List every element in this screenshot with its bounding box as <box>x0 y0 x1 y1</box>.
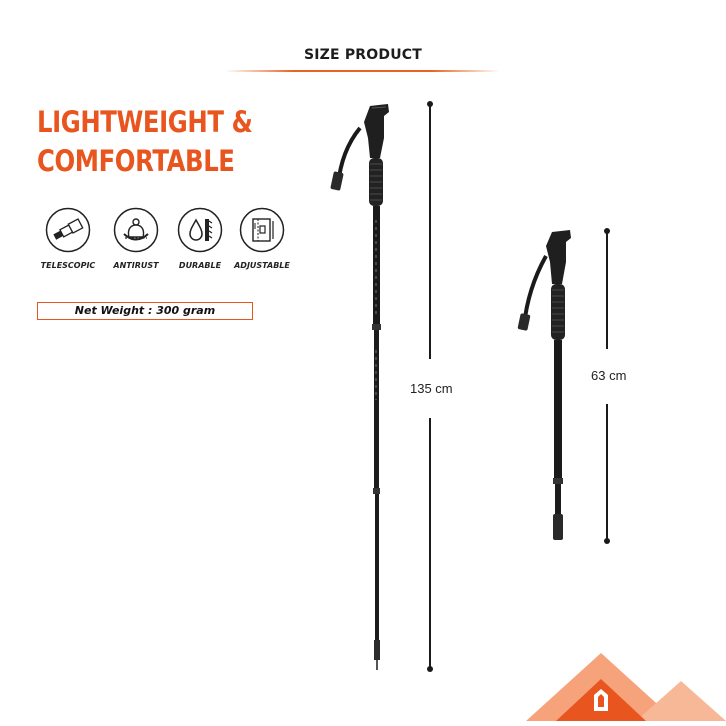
feature-label: TELESCOPIC <box>40 261 96 270</box>
dim-collapsed-line-bottom <box>606 404 608 540</box>
feature-antirust <box>104 207 168 270</box>
collapsed-pole-image <box>514 226 584 551</box>
durable-icon <box>177 207 223 253</box>
net-weight-badge: Net Weight : 300 gram <box>37 302 253 320</box>
adjustable-icon <box>239 207 285 253</box>
dim-collapsed-bottom-dot <box>604 538 610 544</box>
section-title: SIZE PRODUCT <box>303 47 423 63</box>
feature-adjustable <box>230 207 294 270</box>
dim-extended-line-bottom <box>429 418 431 668</box>
collapsed-length-label: 63 cm <box>591 368 627 383</box>
headline-line-1: LIGHTWEIGHT & <box>37 105 253 139</box>
headline <box>37 103 252 181</box>
feature-label: ANTIRUST <box>113 261 159 270</box>
feature-telescopic <box>36 207 100 270</box>
antirust-icon <box>113 207 159 253</box>
extended-pole-image <box>326 100 396 680</box>
extended-length-label: 135 cm <box>410 381 453 396</box>
dim-collapsed-line-top <box>606 231 608 349</box>
feature-durable <box>168 207 232 270</box>
telescope-icon <box>45 207 91 253</box>
brand-logo <box>526 651 726 726</box>
dim-extended-line-top <box>429 104 431 359</box>
dim-extended-bottom-dot <box>427 666 433 672</box>
feature-label: ADJUSTABLE <box>234 261 290 270</box>
feature-label: DURABLE <box>178 261 222 270</box>
title-underline <box>225 70 500 72</box>
headline-line-2: COMFORTABLE <box>37 144 235 178</box>
